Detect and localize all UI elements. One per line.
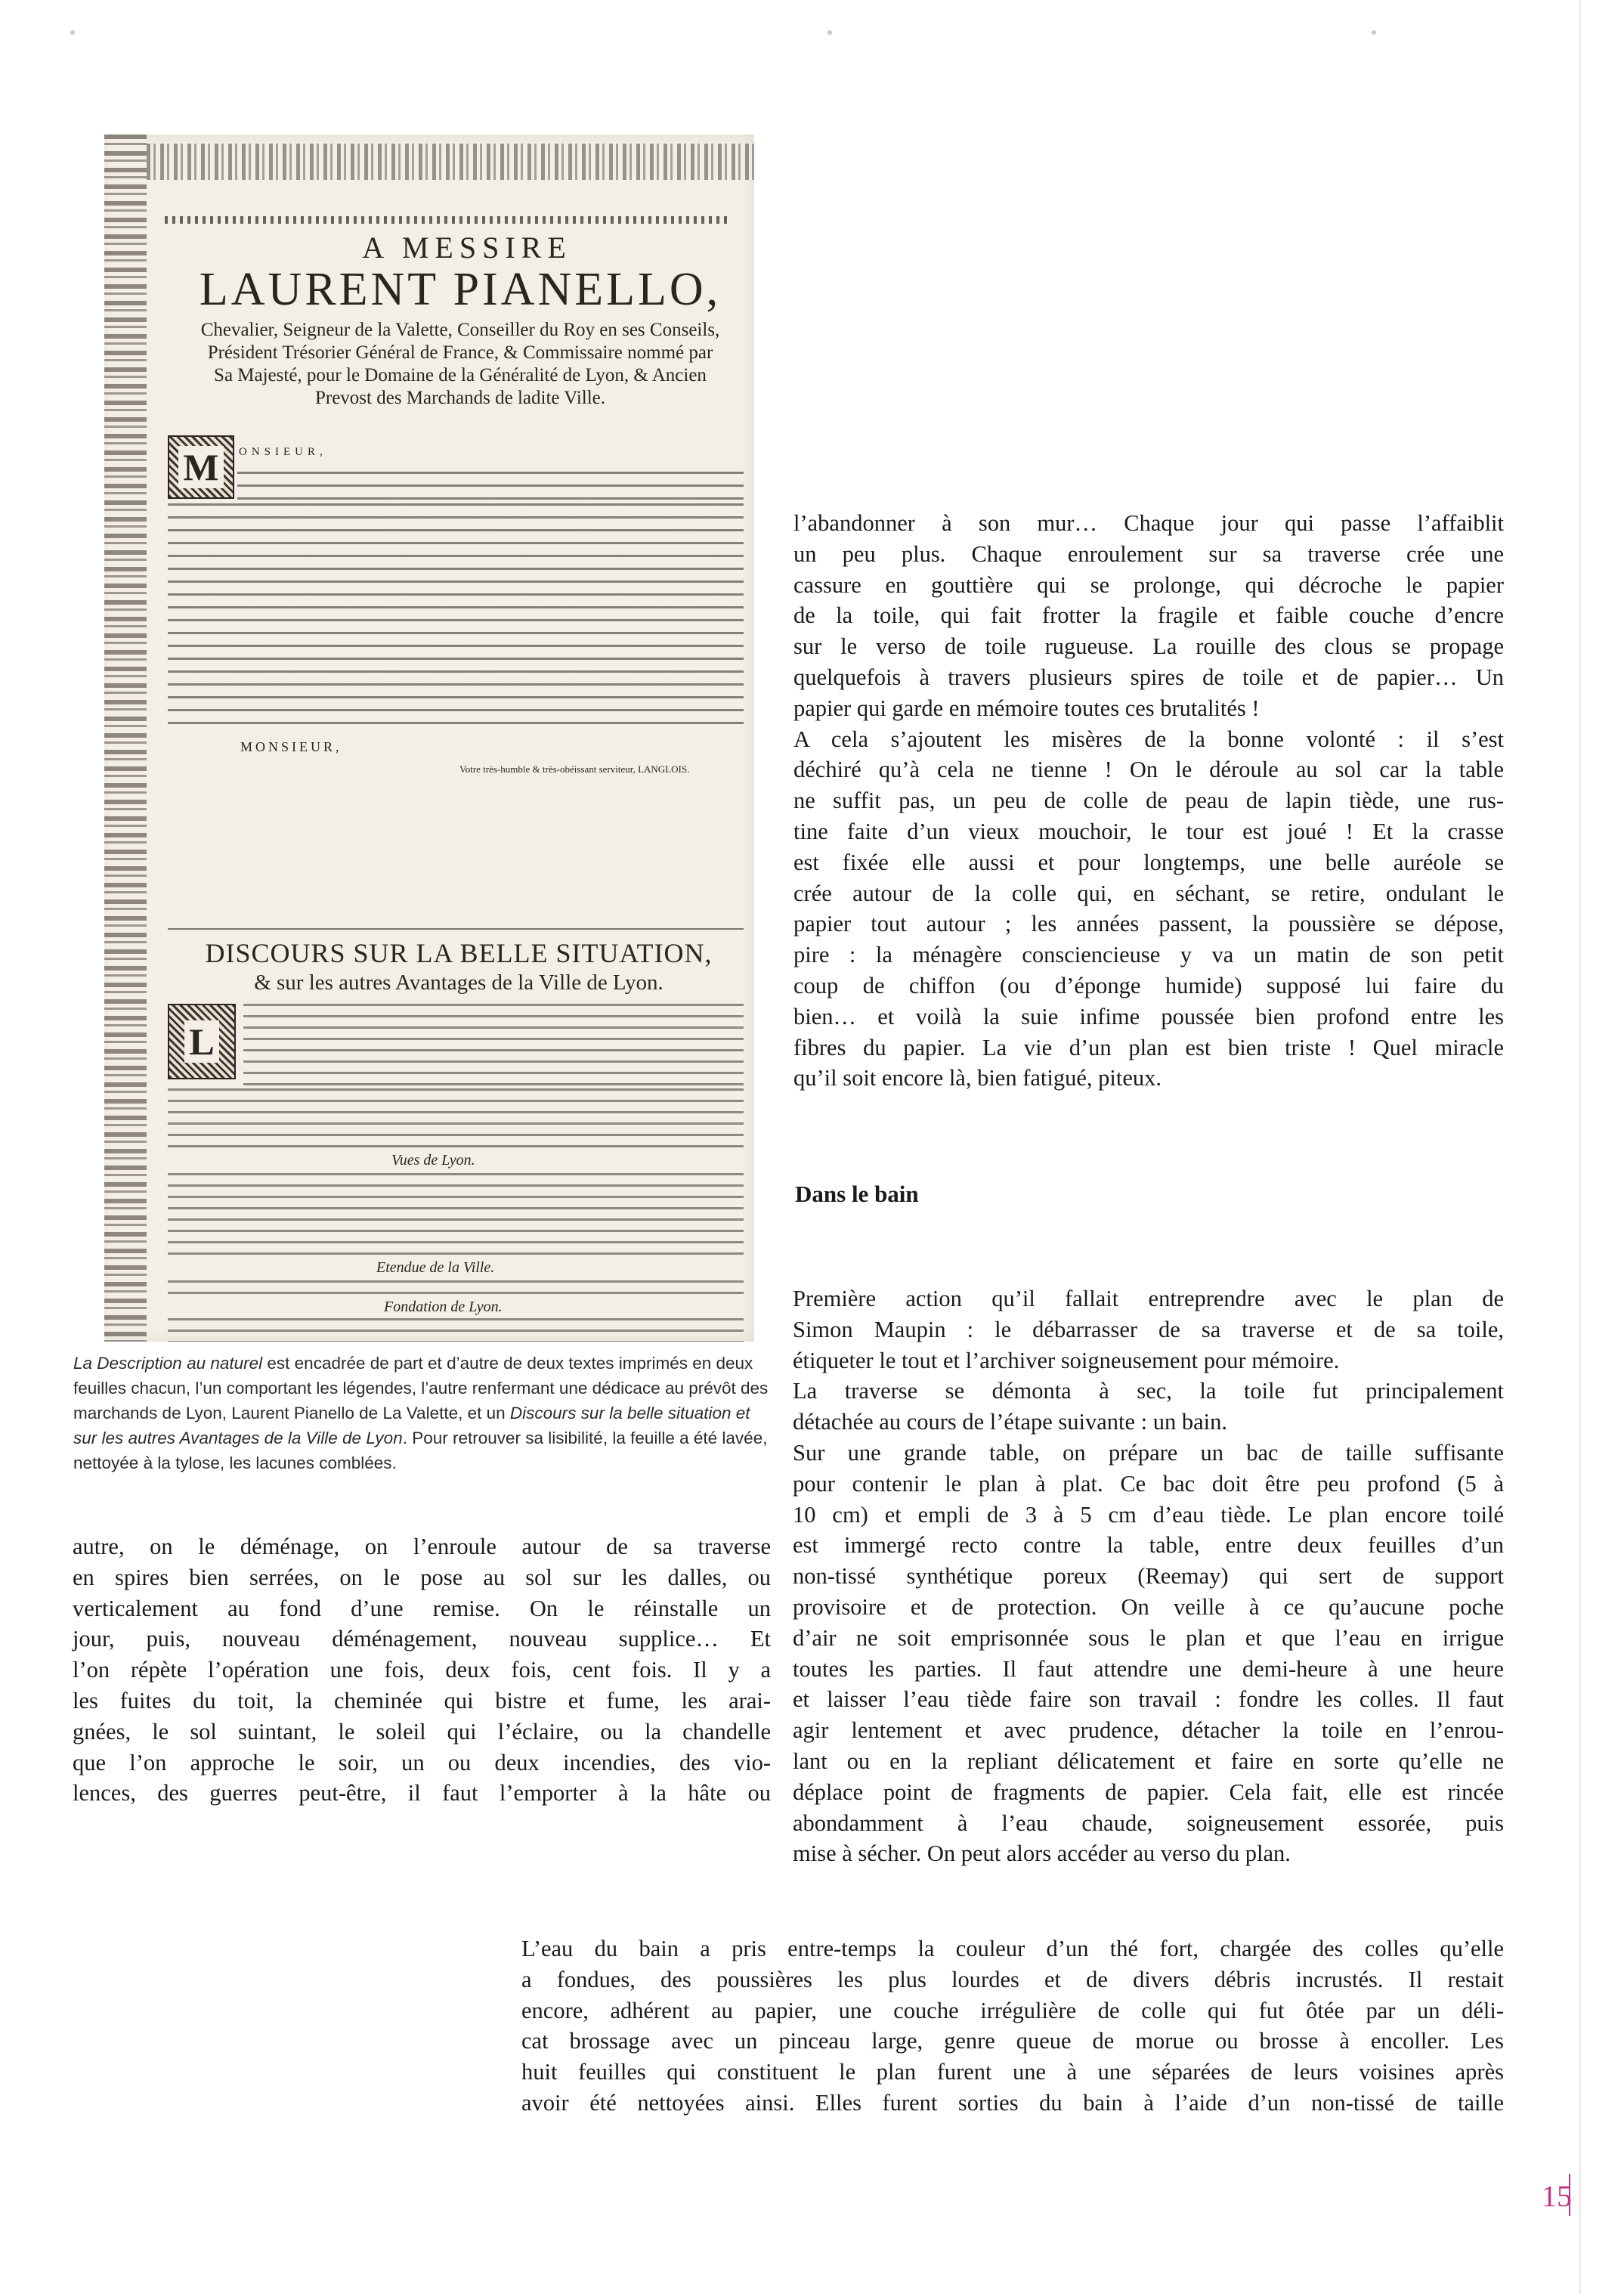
right-column-paragraph (793, 1283, 1504, 1869)
section-heading: Dans le bain (795, 1181, 919, 1207)
text-line: mise à sécher. On peut alors accéder au verso du plan. (793, 1840, 1291, 1867)
text-line: toutes les parties. Il faut attendre une demi-heure à une heure (793, 1655, 1504, 1682)
discours-subtitle: & sur les autres Avantages de la Ville de Lyon. (254, 971, 664, 995)
discours-text-block (168, 1088, 744, 1149)
text-line: cassure en gouttière qui se prolonge, qui décroche le papier (793, 571, 1504, 598)
text-line: tine faite d’un vieux mouchoir, le tour est joué ! Et la crasse (793, 818, 1504, 844)
salutation-heading: ONSIEUR, (239, 446, 327, 458)
text-line: et laisser l’eau tiède faire son travail : fondre les colles. Il faut (793, 1686, 1504, 1713)
dedication-text-block (237, 472, 744, 502)
left-column-paragraph (73, 1531, 771, 1809)
dedication-text-block (168, 503, 744, 730)
text-line: pour contenir le plan à plat. Ce bac doit être peu profond (5 à (793, 1470, 1504, 1497)
facsimile-image (104, 135, 754, 1342)
discours-text-block (243, 1004, 744, 1087)
text-line: jour, puis, nouveau déménagement, nouveau supplice… Et (73, 1626, 771, 1652)
dedication-prefix: A MESSIRE (362, 231, 572, 265)
text-line: L’eau du bain a pris entre-temps la couleur d’un thé fort, chargée des colles qu’elle (521, 1936, 1504, 1961)
ornament-line (165, 216, 732, 224)
text-line: 10 cm) et empli de 3 à 5 cm d’eau tiède. Le plan encore toilé (793, 1501, 1504, 1528)
crop-mark (827, 30, 832, 35)
text-line: avoir été nettoyées ainsi. Elles furent sorties du bain à l’aide d’un non-tissé de taille (521, 2089, 1504, 2116)
section-heading: Fondation de Lyon. (384, 1299, 503, 1315)
bottom-paragraph (521, 1933, 1504, 2119)
text-line: autre, on le déménage, on l’enroule autour de sa traverse (73, 1534, 771, 1559)
text-line: Sur une grande table, on prépare un bac de taille suffisante (793, 1439, 1504, 1466)
text-line: un peu plus. Chaque enroulement sur sa traverse crée une (793, 540, 1504, 567)
text-line: cat brossage avec un pinceau large, genre queue de morue ou brosse à encoller. Les (521, 2028, 1504, 2054)
text-line: est fixée elle aussi et pour longtemps, une belle auréole se (793, 849, 1504, 875)
section-heading: Etendue de la Ville. (376, 1259, 495, 1276)
text-line: quelquefois à travers plusieurs spires de toile et de papier… Un (793, 664, 1504, 690)
text-line: étiqueter le tout et l’archiver soigneusement pour mémoire. (793, 1347, 1340, 1373)
text-line: est immergé recto contre la table, entre deux feuilles d’un (793, 1532, 1504, 1559)
text-line: La traverse se démonta à sec, la toile fut principalement (793, 1378, 1504, 1404)
divider (168, 928, 744, 930)
text-line: déplace point de fragments de papier. Cela fait, elle est rincée (793, 1779, 1504, 1805)
decorative-border-top (147, 144, 754, 180)
discours-text-block (168, 1318, 744, 1342)
discours-text-block (168, 1173, 744, 1256)
text-line: encore, adhérent au papier, une couche irrégulière de colle qui fut ôtée par un déli- (521, 1997, 1504, 2023)
text-line: agir lentement et avec prudence, détacher la toile en l’enrou- (793, 1717, 1504, 1744)
text-line: bien… et voilà la suie infime poussée bien profond entre les (793, 1003, 1504, 1029)
text-line: abondamment à l’eau chaude, soigneusement essorée, puis (793, 1810, 1504, 1836)
right-column-paragraph (793, 508, 1504, 1094)
crop-mark (1372, 30, 1376, 35)
text-line: coup de chiffon (ou d’éponge humide) supposé lui faire du (793, 972, 1504, 998)
dropcap-m: M (168, 435, 234, 499)
signature: Votre très-humble & très-obéissant serviteur, LANGLOIS. (459, 763, 690, 775)
text-line: Simon Maupin : le débarrasser de sa traverse et de sa toile, (793, 1316, 1504, 1342)
text-line: fibres du papier. La vie d’un plan est bien triste ! Quel miracle (793, 1034, 1504, 1060)
dedicatee-title-line: Chevalier, Seigneur de la Valette, Conseiller du Roy en ses Conseils, (200, 320, 720, 340)
text-line: lences, des guerres peut-être, il faut l’emporter à la hâte ou (73, 1780, 771, 1806)
crop-mark (70, 30, 75, 35)
closing-salutation: MONSIEUR, (240, 739, 342, 754)
text-line: papier qui garde en mémoire toutes ces brutalités ! (793, 695, 1260, 721)
dedicatee-title-line: Sa Majesté, pour le Domaine de la Généralité de Lyon, & Ancien (214, 365, 707, 385)
text-line: l’abandonner à son mur… Chaque jour qui passe l’affaiblit (793, 510, 1504, 536)
text-line: de la toile, qui fait frotter la fragile et faible couche d’encre (793, 602, 1504, 629)
text-line: l’on répète l’opération une fois, deux fois, cent fois. Il y a (73, 1657, 771, 1683)
text-line: provisoire et de protection. On veille à ce qu’aucune poche (793, 1593, 1504, 1620)
dedicatee-title-line: Prevost des Marchands de ladite Ville. (314, 388, 606, 408)
text-line: déchiré qu’à cela ne tienne ! On le déroule au sol car la table (793, 757, 1504, 783)
discours-title: DISCOURS SUR LA BELLE SITUATION, (205, 938, 713, 968)
text-line: Première action qu’il fallait entreprendre avec le plan de (793, 1286, 1504, 1311)
decorative-border-left (104, 135, 147, 1342)
text-line: sur le verso de toile rugueuse. La rouille des clous se propage (793, 633, 1504, 660)
discours-text-block (168, 1280, 744, 1296)
text-line: en spires bien serrées, on le pose au sol sur les dalles, ou (73, 1564, 771, 1590)
text-line: papier tout autour ; les années passent, la poussière se dépose, (793, 911, 1504, 937)
text-line: crée autour de la colle qui, en séchant, se retire, ondulant le (793, 880, 1504, 906)
text-line: d’air ne soit emprisonnée sous le plan et que l’eau en irrigue (793, 1624, 1504, 1651)
text-line: lant ou en la repliant délicatement et faire en sorte qu’elle ne (793, 1748, 1504, 1774)
text-line: détachée au cours de l’étape suivante : un bain. (793, 1409, 1228, 1435)
dropcap-l: L (168, 1004, 236, 1079)
text-line: ne suffit pas, un peu de colle de peau de lapin tiède, une rus- (793, 788, 1504, 814)
text-line: a fondues, des poussières les plus lourdes et de divers débris incrustés. Il restait (521, 1966, 1504, 1992)
page-edge (1579, 0, 1581, 2294)
text-line: A cela s’ajoutent les misères de la bonne volonté : il s’est (793, 726, 1504, 752)
text-line: pire : la ménagère consciencieuse y va un matin de son petit (793, 942, 1504, 968)
text-line: non-tissé synthétique poreux (Reemay) qui sert de support (793, 1563, 1504, 1590)
text-line: gnées, le sol suintant, le soleil qui l’éclaire, ou la chandelle (73, 1718, 771, 1744)
text-line: les fuites du toit, la cheminée qui bistre et fume, les arai- (73, 1687, 771, 1714)
section-heading: Vues de Lyon. (391, 1152, 475, 1169)
dedicatee-title-line: Président Trésorier Général de France, & Commissaire nommé par (207, 342, 713, 363)
text-line: verticalement au fond d’une remise. On le réinstalle un (73, 1595, 771, 1621)
figure-caption: La Description au naturel est encadrée de part et d’autre de deux textes imprimés en deux feuilles chacun, l’un comportant les légendes, l’autre renfermant une dédicace au prévôt des marchands de Lyon, Laurent Pianello de La Valette, et un Discours sur la belle situation et sur les autres Avantages de la Ville de Lyon. Pour retrouver sa lisibilité, la feuille a été lavée, nettoyée à la tylose, les lacunes comblées. (73, 1354, 769, 1472)
text-line: que l’on approche le soir, un ou deux incendies, des vio- (73, 1749, 771, 1775)
text-line: huit feuilles qui constituent le plan furent une à une séparées de leurs voisines après (521, 2059, 1504, 2085)
page-number: 15 (1542, 2179, 1572, 2213)
dedicatee-name: LAURENT PIANELLO, (199, 264, 722, 315)
text-line: qu’il soit encore là, bien fatigué, piteux. (793, 1065, 1162, 1091)
